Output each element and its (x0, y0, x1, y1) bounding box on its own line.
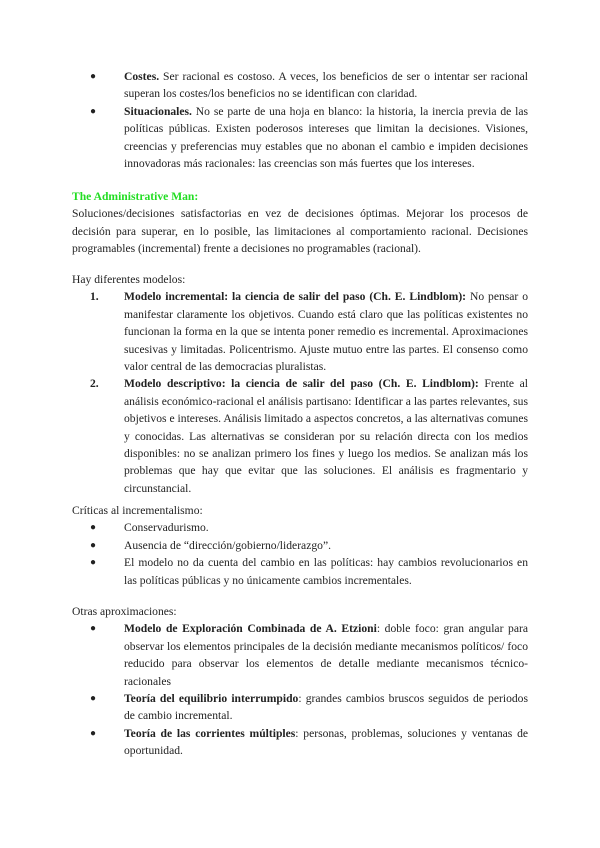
item-number: 2. (90, 377, 99, 391)
list-item: ● El modelo no da cuenta del cambio en las políticas: hay cambios revolucionarios en las políticas públicas y no únicamente cambios incrementales. (90, 554, 528, 589)
bullet-text: Ser racional es costoso. A veces, los beneficios de ser o intentar ser racional superan los costes/los beneficios no se identifican con claridad. (124, 70, 528, 101)
intro-bullet-list (72, 68, 528, 172)
item-term: Modelo descriptivo: la ciencia de salir del paso (Ch. E. Lindblom): (124, 377, 479, 391)
otras-list (72, 620, 528, 759)
criticas-section (72, 502, 528, 589)
list-item (90, 690, 528, 725)
list-item (90, 725, 528, 760)
item-text: : doble foco: gran angular para observar los elementos principales de la decisión mediante mecanismos políticos/ foco reducido para observar los elementos de detalle mediante mecanismos técnico-racionales (124, 622, 528, 688)
list-item: ● Ausencia de “dirección/gobierno/liderazgo”. (90, 537, 528, 554)
item-text: Frente al análisis económico-racional el análisis partisano: Identificar a las partes relevantes, sus objetivos e intereses. Análisis limitado a aspectos concretos, a las alternativas comunes y conocidas. Las alternativas se consideran por su relación directa con los medios disponibles: no se analizan primero los fines y luego los medios. Se analizan más los problemas que hay que evitar que las soluciones. El análisis es fragmentario y circunstancial. (124, 377, 528, 495)
admin-man-section (72, 188, 528, 258)
models-list (72, 288, 528, 497)
bullet-term: Situacionales. (124, 104, 192, 118)
section-intro: Hay diferentes modelos: (72, 273, 186, 286)
item-term: Teoría del equilibrio interrumpido (124, 692, 299, 706)
section-intro: Otras aproximaciones: (72, 605, 177, 618)
models-section (72, 271, 528, 497)
item-text: : grandes cambios bruscos seguidos de periodos de cambio incremental. (124, 692, 528, 723)
item-text: : personas, problemas, soluciones y ventanas de oportunidad. (124, 726, 529, 758)
item-number: 1. (90, 290, 99, 304)
item-term: Modelo incremental: la ciencia de salir del paso (Ch. E. Lindblom): (124, 290, 467, 304)
section-heading: The Administrative Man: (72, 190, 199, 203)
criticas-list (72, 519, 528, 589)
list-item (90, 103, 528, 173)
list-item (90, 68, 528, 103)
list-item (90, 288, 528, 375)
list-item (90, 375, 528, 497)
item-term: Modelo de Exploración Combinada de A. Etzioni (124, 622, 377, 636)
item-text: No pensar o manifestar claramente los objetivos. Cuando está claro que las políticas existentes no funcionan la forma en la que se intenta poner remedio es incremental. Aproximaciones sucesivas y limitadas. Policentrismo. Ajuste mutuo entre las partes. El consenso como valor central de las democracias pluralistas. (124, 290, 529, 374)
list-item: ● Conservadurismo. (90, 519, 528, 536)
otras-section (72, 603, 528, 760)
bullet-term: Costes. (124, 70, 160, 83)
list-item (90, 620, 528, 690)
section-intro: Críticas al incrementalismo: (72, 504, 203, 517)
section-paragraph: Soluciones/decisiones satisfactorias en vez de decisiones óptimas. Mejorar los procesos de decisión para superar, en lo posible, las limitaciones al comportamiento racional. Decisiones programables (incremental) frente a decisiones no programables (racional). (72, 207, 528, 256)
bullet-text: No se parte de una hoja en blanco: la historia, la inercia previa de las políticas públicas. Existen poderosos intereses que limitan la decisiones. Visiones, creencias y preferencias muy estables que no abonan el cambio e impiden decisiones innovadoras más racionales: las creencias son más fuertes que los intereses. (124, 104, 528, 171)
item-term: Teoría de las corrientes múltiples (124, 726, 296, 740)
